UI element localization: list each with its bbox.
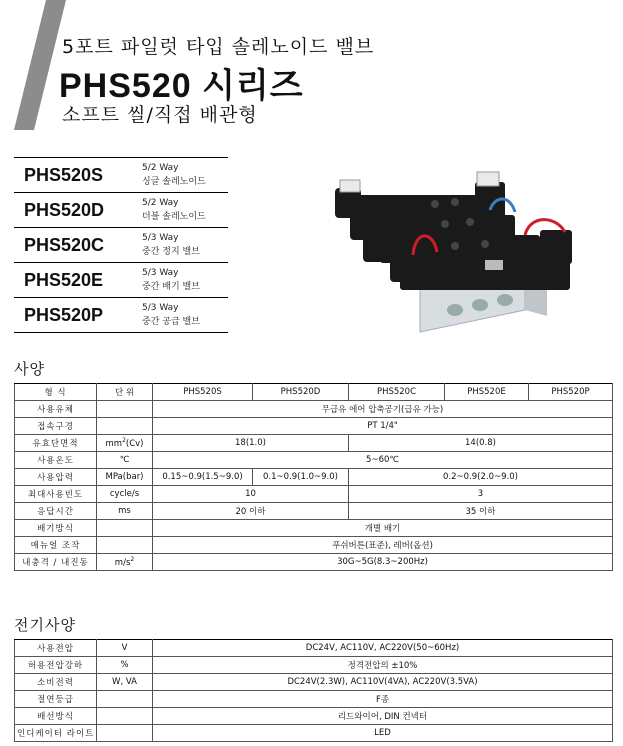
row-value: PT 1/4"	[153, 418, 613, 435]
row-unit	[97, 725, 153, 742]
row-label: 유효단면적	[15, 435, 97, 452]
row-value: 14(0.8)	[349, 435, 613, 452]
model-list	[14, 157, 228, 333]
model-name: PHS520D	[24, 199, 105, 220]
header-model: PHS520E	[445, 384, 529, 401]
header-model: PHS520S	[153, 384, 253, 401]
row-value: 정격전압의 ±10%	[153, 657, 613, 674]
model-name: PHS520S	[24, 164, 104, 185]
row-unit: V	[97, 640, 153, 657]
electrical-title: 전기사양	[14, 616, 76, 634]
header-model: PHS520P	[529, 384, 613, 401]
table-row	[15, 640, 613, 657]
header-unit: 단 위	[97, 384, 153, 401]
row-value: 0.15~0.9(1.5~9.0)	[153, 469, 253, 486]
valve-photo	[325, 160, 585, 340]
row-label: 절연등급	[15, 691, 97, 708]
row-label: 배선방식	[15, 708, 97, 725]
series-subtitle-2: 소프트 씰/직접 배관형	[62, 104, 258, 126]
table-row	[15, 520, 613, 537]
row-label: 인디케이터 라이트	[15, 725, 97, 742]
row-value: 5~60℃	[153, 452, 613, 469]
table-row	[15, 657, 613, 674]
row-label: 허용전압강하	[15, 657, 97, 674]
model-row	[14, 227, 228, 262]
model-name: PHS520C	[24, 234, 105, 255]
row-value: 리드와이어, DIN 컨넥터	[153, 708, 613, 725]
row-value: 18(1.0)	[153, 435, 349, 452]
row-unit: cycle/s	[97, 486, 153, 503]
model-row	[14, 192, 228, 227]
specs-title: 사양	[14, 360, 45, 378]
row-value: LED	[153, 725, 613, 742]
model-way: 5/2 Way	[142, 198, 179, 208]
table-row	[15, 486, 613, 503]
model-row	[14, 262, 228, 297]
series-title: PHS520 시리즈	[59, 67, 304, 105]
table-row	[15, 384, 613, 401]
table-row	[15, 537, 613, 554]
model-way: 5/3 Way	[142, 268, 179, 278]
model-row	[14, 157, 228, 192]
row-unit	[97, 537, 153, 554]
row-value: 10	[153, 486, 349, 503]
row-label: 사용유체	[15, 401, 97, 418]
row-value: 30G~5G(8.3~200Hz)	[153, 554, 613, 571]
row-unit	[97, 418, 153, 435]
table-row	[15, 435, 613, 452]
header-model: PHS520D	[253, 384, 349, 401]
row-value: DC24V, AC110V, AC220V(50~60Hz)	[153, 640, 613, 657]
electrical-table	[14, 639, 613, 742]
model-name: PHS520P	[24, 304, 104, 325]
row-label: 사용압력	[15, 469, 97, 486]
series-subtitle: 5포트 파일럿 타입 솔레노이드 밸브	[62, 36, 375, 58]
row-unit	[97, 708, 153, 725]
row-label: 최대사용빈도	[15, 486, 97, 503]
row-label: 배기방식	[15, 520, 97, 537]
model-way: 5/2 Way	[142, 163, 179, 173]
row-unit: $m/s^2$	[97, 554, 153, 571]
model-type: 중간 정지 밸브	[142, 247, 200, 257]
table-row	[15, 708, 613, 725]
row-unit: ℃	[97, 452, 153, 469]
table-row	[15, 691, 613, 708]
model-way: 5/3 Way	[142, 233, 179, 243]
model-type: 싱글 솔레노이드	[142, 177, 206, 187]
table-row	[15, 401, 613, 418]
row-value: DC24V(2.3W), AC110V(4VA), AC220V(3.5VA)	[153, 674, 613, 691]
table-row	[15, 452, 613, 469]
table-row	[15, 503, 613, 520]
model-type: 중간 배기 밸브	[142, 282, 200, 292]
row-value: 20 이하	[153, 503, 349, 520]
table-row	[15, 725, 613, 742]
row-value: 3	[349, 486, 613, 503]
row-label: 응답시간	[15, 503, 97, 520]
row-label: 소비전력	[15, 674, 97, 691]
row-value: 무급유 에어 압축공기(급유 가능)	[153, 401, 613, 418]
model-type: 중간 공급 밸브	[142, 317, 200, 327]
row-unit	[97, 520, 153, 537]
model-type: 더블 솔레노이드	[142, 212, 206, 222]
model-row	[14, 297, 228, 333]
row-label: 매뉴얼 조작	[15, 537, 97, 554]
specs-table	[14, 383, 613, 571]
row-value: 개별 배기	[153, 520, 613, 537]
row-label: 사용온도	[15, 452, 97, 469]
header-model: PHS520C	[349, 384, 445, 401]
row-value: F종	[153, 691, 613, 708]
row-unit: ms	[97, 503, 153, 520]
row-value: 35 이하	[349, 503, 613, 520]
row-label: 접속구경	[15, 418, 97, 435]
model-name: PHS520E	[24, 269, 104, 290]
table-row	[15, 674, 613, 691]
row-unit: MPa(bar)	[97, 469, 153, 486]
row-label: 내충격 / 내진동	[15, 554, 97, 571]
row-unit: W, VA	[97, 674, 153, 691]
table-row	[15, 554, 613, 571]
table-row	[15, 418, 613, 435]
table-row	[15, 469, 613, 486]
row-value: 0.1~0.9(1.0~9.0)	[253, 469, 349, 486]
row-unit: %	[97, 657, 153, 674]
row-unit	[97, 691, 153, 708]
header-item: 형 식	[15, 384, 97, 401]
row-value: 푸쉬버튼(표준), 레버(옵션)	[153, 537, 613, 554]
row-label: 사용전압	[15, 640, 97, 657]
model-way: 5/3 Way	[142, 303, 179, 313]
row-value: 0.2~0.9(2.0~9.0)	[349, 469, 613, 486]
row-unit	[97, 401, 153, 418]
row-unit: $mm^2(Cv)$	[97, 435, 153, 452]
